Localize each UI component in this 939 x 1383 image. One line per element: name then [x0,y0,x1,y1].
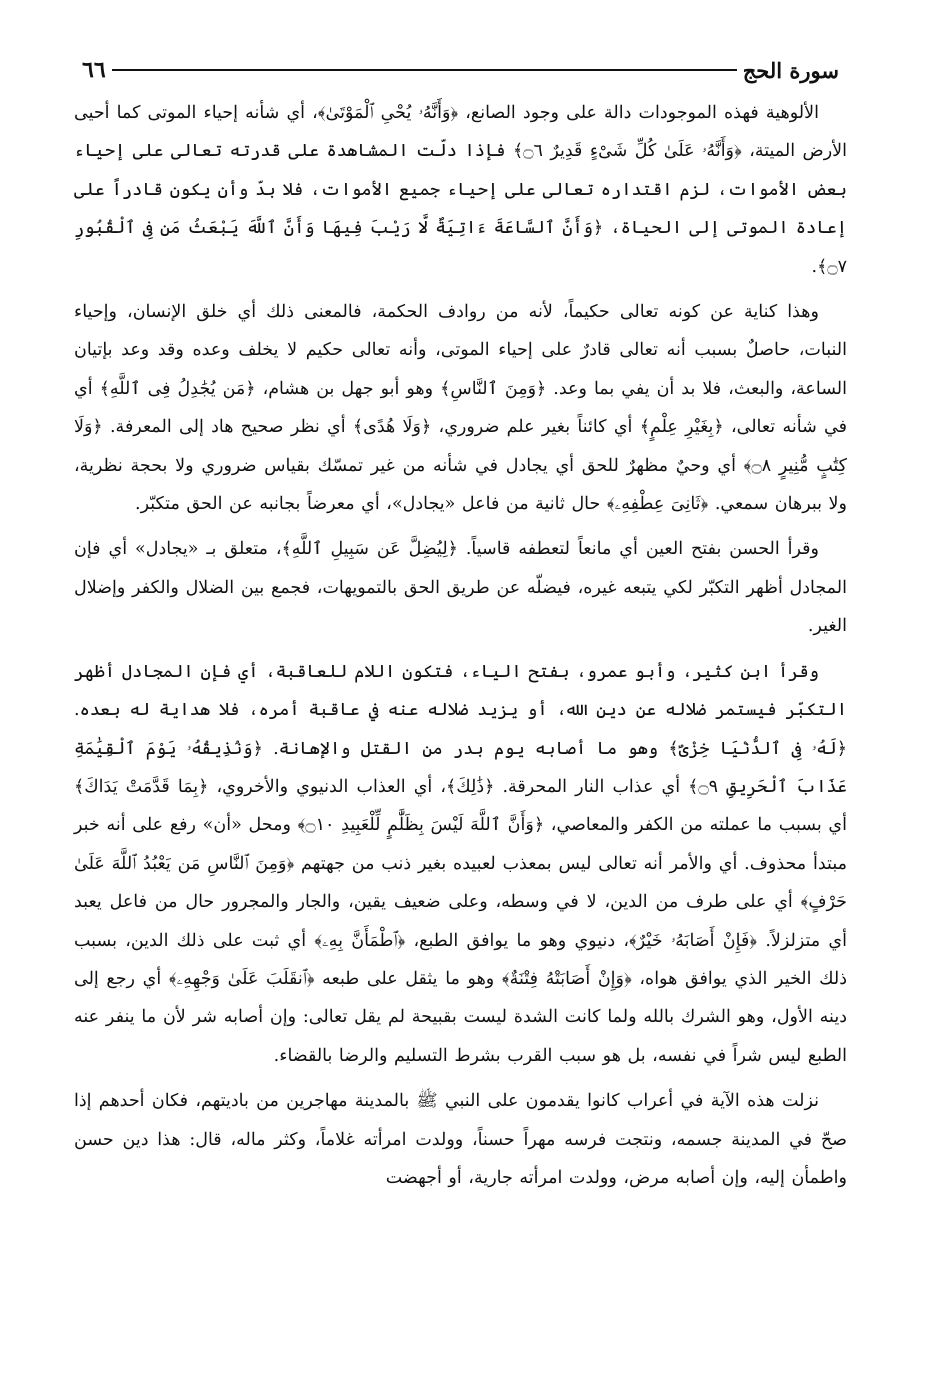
paragraph: نزلت هذه الآية في أعراب كانوا يقدمون على النبي ﷺ بالمدينة مهاجرين من باديتهم، فكان أحدهم إذا صحّ في المدينة جسمه، ونتجت فرسه مهراً حسناً، وولدت امرأته غلاماً، وكثر ماله، قال: هذا دين حسن واطمأن إليه، وإن أصابه مرض، وولدت امرأته جارية، أو أجهضت [74,1091,847,1188]
page-header [74,54,847,86]
paragraph: الألوهية فهذه الموجودات دالة على وجود الصانع، ﴿وَأَنَّهُۥ يُحْىِ ٱلْمَوْتَىٰ﴾، أي شأنه إحياء الموتى كما أحيى الأرض الميتة، ﴿وَأَنَّهُۥ عَلَىٰ كُلِّ شَىْءٍ قَدِيرٌ ۝٦﴾ فإذا دلّت المشاهدة على قدرته تعالى على إحياء بعض الأموات، لزم اقتداره تعالى على إحياء جميع الأموات، فلا بدّ وأن يكون قادراً على إعادة الموتى إلى الحياة، ﴿وَأَنَّ ٱلسَّاعَةَ ءَاتِيَةٌ لَّا رَيْبَ فِيهَا وَأَنَّ ٱللَّهَ يَبْعَثُ مَن فِى ٱلْقُبُورِ ۝٧﴾. [74,103,847,277]
surah-name: سورة الحج [742,57,839,83]
paragraph: وقرأ الحسن بفتح العين أي مانعاً لتعطفه قاسياً. ﴿لِيُضِلَّ عَن سَبِيلِ ٱللَّهِ﴾، متعلق بـ «يجادل» أي فإن المجادل أظهر التكبّر لكي يتبعه غيره، فيضلّه عن طريق الحق بالتمويهات، فجمع بين الضلال والكفر وإضلال الغير. [74,539,847,637]
paragraph: وقرأ ابن كثير، وأبو عمرو، بفتح الياء، فتكون اللام للعاقبة، أي فإن المجادل أظهر التكبّر فيستمر ضلاله عن دين الله، أو يزيد ضلاله عنه في عاقبة أمره، فلا هداية له بعده. ﴿لَهُۥ فِى ٱلدُّنْيَا خِزْىٌ﴾ وهو ما أصابه يوم بدر من القتل والإهانة. ﴿وَنُذِيقُهُۥ يَوْمَ ٱلْقِيَٰمَةِ عَذَابَ ٱلْحَرِيقِ ۝٩﴾ أي عذاب النار المحرقة. ﴿ذَٰلِكَ﴾، أي العذاب الدنيوي والأخروي، ﴿بِمَا قَدَّمَتْ يَدَاكَ﴾ أي بسبب ما عملته من الكفر والمعاصي، ﴿وَأَنَّ ٱللَّهَ لَيْسَ بِظَلَّٰمٍ لِّلْعَبِيدِ ۝١٠﴾ ومحل «أن» رفع على أنه خبر مبتدأ محذوف. أي والأمر أنه تعالى ليس بمعذب لعبيده بغير ذنب من جهتهم ﴿وَمِنَ ٱلنَّاسِ مَن يَعْبُدُ ٱللَّهَ عَلَىٰ حَرْفٍ﴾ أي على طرف من الدين، لا في وسطه، وعلى ضعيف يقين، والجار والمجرور حال من فاعل يعبد أي متزلزلاً. ﴿فَإِنْ أَصَابَهُۥ خَيْرٌ﴾، دنيوي وهو ما يوافق الطبع، ﴿ٱطْمَأَنَّ بِهِۦ﴾ أي ثبت على ذلك الدين، بسبب ذلك الخير الذي يوافق هواه، ﴿وَإِنْ أَصَابَتْهُ فِتْنَةٌ﴾ وهو ما يثقل على طبعه ﴿ٱنقَلَبَ عَلَىٰ وَجْهِهِۦ﴾ أي رجع إلى دينه الأول، وهو الشرك بالله ولما كانت الشدة ليست بقبيحة لم يقل تعالى: وإن أصابه شر لأن ما ينفر عنه الطبع ليس شراً في نفسه، بل هو سبب القرب بشرط التسليم والرضا بالقضاء. [74,661,847,1066]
paragraph: وهذا كناية عن كونه تعالى حكيماً، لأنه من روادف الحكمة، فالمعنى ذلك أي خلق الإنسان، وإحياء النبات، حاصلٌ بسبب أنه تعالى قادرٌ على إحياء الموتى، وأنه تعالى حكيم لا يخلف وعده وقد وعد بإتيان الساعة، والبعث، فلا بد أن يفي بما وعد. ﴿وَمِنَ ٱلنَّاسِ﴾ وهو أبو جهل بن هشام، ﴿مَن يُجَٰدِلُ فِى ٱللَّهِ﴾ أي في شأنه تعالى، ﴿بِغَيْرِ عِلْمٍ﴾ أي كائناً بغير علم ضروري، ﴿وَلَا هُدًى﴾ أي نظر صحيح هاد إلى المعرفة. ﴿وَلَا كِتَٰبٍ مُّنِيرٍ ۝٨﴾ أي وحيٌ مظهرٌ للحق أي يجادل في شأنه من غير تمسّك بقياس ضروري ولا بحجة نظرية، ولا ببرهان سمعي. ﴿ثَانِىَ عِطْفِهِۦ﴾ حال ثانية من فاعل «يجادل»، أي معرضاً بجانبه عن الحق متكبّر. [74,302,847,515]
page-number: ٦٦ [82,57,106,83]
header-rule [112,69,737,71]
body-text [74,94,847,1197]
